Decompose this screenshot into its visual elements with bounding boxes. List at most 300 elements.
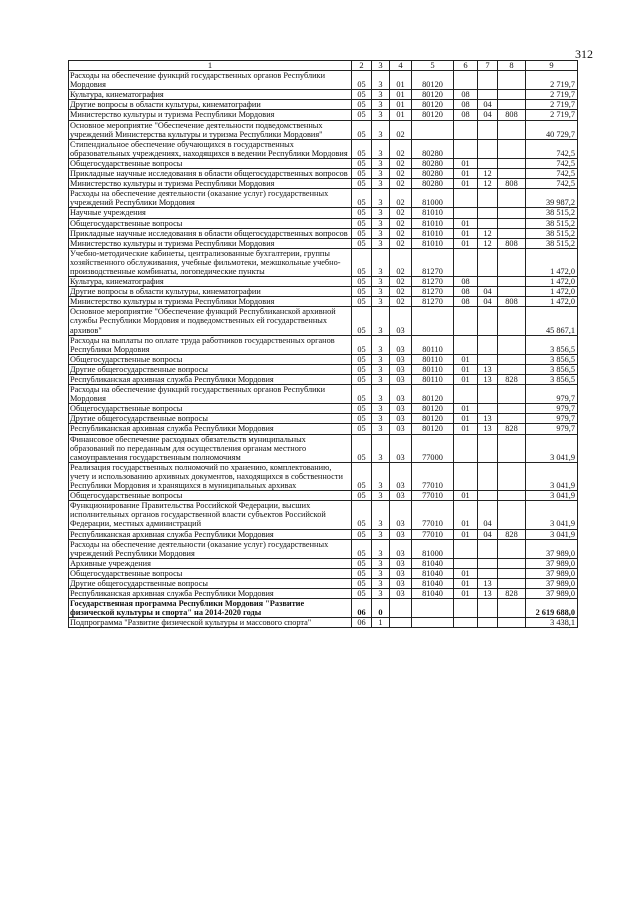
amount: 1 472,0	[526, 297, 578, 307]
table-row	[69, 71, 578, 90]
code-ministry: 05	[352, 218, 372, 228]
code-section: 01	[454, 404, 478, 414]
table-row	[69, 385, 578, 404]
code-section: 08	[454, 100, 478, 110]
code-program: 3	[372, 529, 390, 539]
amount: 1 472,0	[526, 287, 578, 297]
code-subprogram: 02	[390, 297, 412, 307]
code-direction: 81010	[412, 218, 454, 228]
code-direction: 80280	[412, 158, 454, 168]
table-row	[69, 208, 578, 218]
code-section: 08	[454, 297, 478, 307]
amount: 2 719,7	[526, 71, 578, 90]
code-subsection	[478, 599, 498, 618]
code-program: 3	[372, 90, 390, 100]
code-subprogram	[390, 618, 412, 628]
code-ministry-dept	[498, 491, 526, 501]
code-program: 3	[372, 589, 390, 599]
code-subsection: 12	[478, 238, 498, 248]
table-row	[69, 558, 578, 568]
item-name: Прикладные научные исследования в области общегосударственных вопросов	[69, 228, 352, 238]
table-row	[69, 434, 578, 462]
code-ministry-dept	[498, 335, 526, 354]
code-direction: 80120	[412, 404, 454, 414]
item-name: Общегосударственные вопросы	[69, 158, 352, 168]
code-subsection: 13	[478, 364, 498, 374]
code-ministry: 06	[352, 599, 372, 618]
code-direction: 80110	[412, 364, 454, 374]
item-name: Министерство культуры и туризма Республики Мордовия	[69, 110, 352, 120]
amount: 38 515,2	[526, 218, 578, 228]
item-name: Другие вопросы в области культуры, кинематографии	[69, 287, 352, 297]
code-ministry-dept	[498, 307, 526, 335]
code-ministry-dept	[498, 169, 526, 179]
amount: 37 989,0	[526, 558, 578, 568]
header-cell: 6	[454, 61, 478, 71]
code-section: 01	[454, 354, 478, 364]
code-subsection	[478, 139, 498, 158]
header-cell: 7	[478, 61, 498, 71]
code-ministry-dept: 828	[498, 424, 526, 434]
table-row	[69, 218, 578, 228]
code-program: 3	[372, 434, 390, 462]
table-row	[69, 189, 578, 208]
table-row	[69, 307, 578, 335]
code-program: 3	[372, 364, 390, 374]
item-name: Общегосударственные вопросы	[69, 354, 352, 364]
code-section	[454, 558, 478, 568]
code-program: 3	[372, 354, 390, 364]
code-ministry-dept	[498, 364, 526, 374]
code-subsection	[478, 189, 498, 208]
code-subsection	[478, 335, 498, 354]
code-program: 3	[372, 501, 390, 529]
code-ministry: 05	[352, 424, 372, 434]
code-ministry-dept: 828	[498, 529, 526, 539]
item-name: Другие общегосударственные вопросы	[69, 364, 352, 374]
code-subsection	[478, 618, 498, 628]
table-row	[69, 120, 578, 139]
code-ministry-dept	[498, 462, 526, 490]
code-subprogram: 03	[390, 375, 412, 385]
code-ministry-dept: 808	[498, 110, 526, 120]
table-row	[69, 529, 578, 539]
code-program: 3	[372, 110, 390, 120]
code-subprogram: 02	[390, 189, 412, 208]
code-ministry-dept	[498, 501, 526, 529]
item-name: Прикладные научные исследования в области общегосударственных вопросов	[69, 169, 352, 179]
code-subprogram: 03	[390, 434, 412, 462]
amount: 37 989,0	[526, 539, 578, 558]
code-direction: 80120	[412, 385, 454, 404]
code-ministry-dept: 828	[498, 375, 526, 385]
code-section	[454, 618, 478, 628]
code-section: 01	[454, 491, 478, 501]
code-ministry: 05	[352, 414, 372, 424]
code-subprogram: 02	[390, 139, 412, 158]
amount: 742,5	[526, 179, 578, 189]
code-subprogram: 01	[390, 110, 412, 120]
code-direction: 80120	[412, 71, 454, 90]
amount: 3 041,9	[526, 491, 578, 501]
amount: 3 041,9	[526, 501, 578, 529]
code-section	[454, 208, 478, 218]
amount: 37 989,0	[526, 589, 578, 599]
code-subsection	[478, 120, 498, 139]
amount: 742,5	[526, 169, 578, 179]
code-subprogram: 02	[390, 158, 412, 168]
header-cell: 5	[412, 61, 454, 71]
amount: 45 867,1	[526, 307, 578, 335]
amount: 2 619 688,0	[526, 599, 578, 618]
code-subprogram: 02	[390, 277, 412, 287]
code-subsection: 04	[478, 297, 498, 307]
code-ministry-dept	[498, 228, 526, 238]
code-subsection: 04	[478, 100, 498, 110]
amount: 3 856,5	[526, 375, 578, 385]
amount: 3 041,9	[526, 434, 578, 462]
code-subsection	[478, 404, 498, 414]
table-row	[69, 287, 578, 297]
code-ministry: 05	[352, 139, 372, 158]
code-ministry-dept: 828	[498, 589, 526, 599]
code-ministry: 05	[352, 120, 372, 139]
code-program: 3	[372, 297, 390, 307]
code-subsection	[478, 434, 498, 462]
code-direction: 81040	[412, 568, 454, 578]
code-subprogram: 03	[390, 414, 412, 424]
item-name: Подпрограмма "Развитие физической культуры и массового спорта"	[69, 618, 352, 628]
code-subsection	[478, 539, 498, 558]
code-program: 3	[372, 287, 390, 297]
page-number: 312	[575, 47, 593, 61]
table-row	[69, 100, 578, 110]
code-subprogram: 03	[390, 539, 412, 558]
code-subsection	[478, 491, 498, 501]
item-name: Основное мероприятие "Обеспечение деятельности подведомственных учреждений Министерства культуры и туризма Республики Мордовия"	[69, 120, 352, 139]
code-ministry-dept	[498, 558, 526, 568]
code-section: 01	[454, 501, 478, 529]
code-ministry: 05	[352, 434, 372, 462]
header-cell: 8	[498, 61, 526, 71]
amount: 3 856,5	[526, 364, 578, 374]
table-row	[69, 364, 578, 374]
code-section	[454, 385, 478, 404]
code-subsection: 13	[478, 578, 498, 588]
code-ministry: 06	[352, 618, 372, 628]
code-direction: 81010	[412, 238, 454, 248]
item-name: Культура, кинематография	[69, 90, 352, 100]
item-name: Культура, кинематография	[69, 277, 352, 287]
code-ministry-dept	[498, 139, 526, 158]
code-subprogram: 02	[390, 120, 412, 139]
code-program: 3	[372, 414, 390, 424]
amount: 742,5	[526, 158, 578, 168]
code-ministry: 05	[352, 404, 372, 414]
code-subprogram: 03	[390, 589, 412, 599]
code-ministry: 05	[352, 277, 372, 287]
code-program: 3	[372, 120, 390, 139]
code-ministry: 05	[352, 335, 372, 354]
code-direction: 77010	[412, 462, 454, 490]
code-direction: 80280	[412, 139, 454, 158]
amount: 2 719,7	[526, 100, 578, 110]
code-program: 3	[372, 277, 390, 287]
amount: 37 989,0	[526, 578, 578, 588]
code-ministry-dept	[498, 189, 526, 208]
code-section: 01	[454, 529, 478, 539]
code-subsection: 04	[478, 501, 498, 529]
code-section	[454, 248, 478, 276]
code-ministry: 05	[352, 491, 372, 501]
code-direction: 77000	[412, 434, 454, 462]
item-name: Общегосударственные вопросы	[69, 568, 352, 578]
code-direction	[412, 120, 454, 139]
code-subprogram: 02	[390, 228, 412, 238]
code-subsection	[478, 158, 498, 168]
code-subprogram: 03	[390, 354, 412, 364]
item-name: Функционирование Правительства Российской Федерации, высших исполнительных органов государственной власти субъектов Российской Федерации, местных администраций	[69, 501, 352, 529]
table-row	[69, 501, 578, 529]
code-ministry-dept	[498, 208, 526, 218]
code-ministry-dept	[498, 434, 526, 462]
header-cell: 4	[390, 61, 412, 71]
amount: 3 041,9	[526, 462, 578, 490]
code-section: 01	[454, 158, 478, 168]
code-ministry: 05	[352, 462, 372, 490]
code-subsection: 12	[478, 169, 498, 179]
table-row	[69, 462, 578, 490]
code-section: 01	[454, 238, 478, 248]
code-direction	[412, 307, 454, 335]
code-direction: 80280	[412, 179, 454, 189]
amount: 3 856,5	[526, 354, 578, 364]
table-row	[69, 424, 578, 434]
code-subsection: 13	[478, 589, 498, 599]
code-subsection: 12	[478, 228, 498, 238]
code-direction: 77010	[412, 491, 454, 501]
code-direction: 81040	[412, 589, 454, 599]
code-program: 3	[372, 208, 390, 218]
code-section: 01	[454, 364, 478, 374]
code-ministry-dept	[498, 599, 526, 618]
code-program: 3	[372, 539, 390, 558]
header-cell: 1	[69, 61, 352, 71]
header-cell: 9	[526, 61, 578, 71]
code-program: 3	[372, 71, 390, 90]
table-row	[69, 169, 578, 179]
amount: 38 515,2	[526, 208, 578, 218]
code-ministry: 05	[352, 539, 372, 558]
code-program: 3	[372, 218, 390, 228]
code-program: 3	[372, 179, 390, 189]
code-ministry-dept	[498, 618, 526, 628]
code-subprogram: 01	[390, 100, 412, 110]
code-subprogram: 03	[390, 462, 412, 490]
code-subsection: 04	[478, 529, 498, 539]
amount: 3 438,1	[526, 618, 578, 628]
code-subsection: 13	[478, 375, 498, 385]
item-name: Финансовое обеспечение расходных обязательств муниципальных образований по переданным для осуществления органам местного самоуправления государственным полномочиям	[69, 434, 352, 462]
table-row	[69, 578, 578, 588]
code-ministry: 05	[352, 179, 372, 189]
code-program: 3	[372, 491, 390, 501]
item-name: Стипендиальное обеспечение обучающихся в государственных образовательных учреждениях, находящихся в ведении Республики Мордовия	[69, 139, 352, 158]
code-section	[454, 599, 478, 618]
code-ministry-dept	[498, 414, 526, 424]
table-row	[69, 568, 578, 578]
code-direction: 81000	[412, 539, 454, 558]
code-direction: 80110	[412, 375, 454, 385]
code-subprogram: 03	[390, 385, 412, 404]
code-section	[454, 462, 478, 490]
code-program: 3	[372, 238, 390, 248]
code-ministry: 05	[352, 169, 372, 179]
code-program: 3	[372, 568, 390, 578]
code-ministry-dept	[498, 248, 526, 276]
table-row	[69, 335, 578, 354]
table-row	[69, 539, 578, 558]
code-ministry-dept	[498, 385, 526, 404]
code-section: 01	[454, 424, 478, 434]
code-ministry-dept	[498, 158, 526, 168]
code-subsection	[478, 568, 498, 578]
table-row	[69, 354, 578, 364]
code-ministry-dept	[498, 539, 526, 558]
code-ministry-dept	[498, 277, 526, 287]
code-program: 3	[372, 169, 390, 179]
code-subprogram: 03	[390, 424, 412, 434]
table-row	[69, 414, 578, 424]
code-subsection	[478, 218, 498, 228]
code-direction: 77010	[412, 501, 454, 529]
code-program: 1	[372, 618, 390, 628]
code-section	[454, 71, 478, 90]
code-ministry: 05	[352, 287, 372, 297]
code-program: 3	[372, 424, 390, 434]
item-name: Общегосударственные вопросы	[69, 218, 352, 228]
code-direction: 80120	[412, 424, 454, 434]
code-subprogram: 03	[390, 568, 412, 578]
code-subsection	[478, 462, 498, 490]
code-section: 01	[454, 578, 478, 588]
code-program: 3	[372, 139, 390, 158]
code-section	[454, 539, 478, 558]
code-ministry: 05	[352, 558, 372, 568]
code-ministry: 05	[352, 228, 372, 238]
amount: 742,5	[526, 139, 578, 158]
code-program: 3	[372, 189, 390, 208]
code-program: 3	[372, 248, 390, 276]
code-direction: 77010	[412, 529, 454, 539]
code-section	[454, 139, 478, 158]
code-program: 3	[372, 375, 390, 385]
code-subsection	[478, 277, 498, 287]
code-subprogram: 02	[390, 208, 412, 218]
code-subprogram: 03	[390, 529, 412, 539]
code-ministry-dept: 808	[498, 297, 526, 307]
table-row	[69, 297, 578, 307]
table-row	[69, 228, 578, 238]
code-subprogram: 01	[390, 90, 412, 100]
table-row	[69, 277, 578, 287]
code-subsection: 04	[478, 110, 498, 120]
code-direction: 81040	[412, 578, 454, 588]
code-program: 3	[372, 335, 390, 354]
code-subsection	[478, 208, 498, 218]
code-section: 08	[454, 90, 478, 100]
item-name: Общегосударственные вопросы	[69, 491, 352, 501]
code-section: 01	[454, 375, 478, 385]
code-ministry: 05	[352, 375, 372, 385]
code-section: 01	[454, 218, 478, 228]
item-name: Архивные учреждения	[69, 558, 352, 568]
table-row	[69, 238, 578, 248]
table-row	[69, 179, 578, 189]
item-name: Другие общегосударственные вопросы	[69, 578, 352, 588]
amount: 2 719,7	[526, 110, 578, 120]
code-direction: 80120	[412, 414, 454, 424]
code-ministry-dept	[498, 71, 526, 90]
amount: 38 515,2	[526, 238, 578, 248]
code-ministry: 05	[352, 208, 372, 218]
code-subprogram: 03	[390, 578, 412, 588]
item-name: Основное мероприятие "Обеспечение функций Республиканской архивной службы Республики Мордовия и подведомственных ей государственных архивов"	[69, 307, 352, 335]
code-section: 01	[454, 589, 478, 599]
table-row	[69, 599, 578, 618]
item-name: Расходы на обеспечение деятельности (оказание услуг) государственных учреждений Республики Мордовия	[69, 189, 352, 208]
item-name: Расходы на выплаты по оплате труда работников государственных органов Республики Мордовия	[69, 335, 352, 354]
code-ministry-dept	[498, 568, 526, 578]
code-ministry: 05	[352, 568, 372, 578]
header-cell: 2	[352, 61, 372, 71]
code-section: 08	[454, 287, 478, 297]
code-ministry-dept	[498, 120, 526, 139]
amount: 1 472,0	[526, 248, 578, 276]
amount: 38 515,2	[526, 228, 578, 238]
code-program: 3	[372, 158, 390, 168]
code-subsection	[478, 90, 498, 100]
code-subsection: 12	[478, 179, 498, 189]
code-direction: 80280	[412, 169, 454, 179]
code-ministry: 05	[352, 385, 372, 404]
code-section: 01	[454, 179, 478, 189]
item-name: Республиканская архивная служба Республики Мордовия	[69, 589, 352, 599]
item-name: Общегосударственные вопросы	[69, 404, 352, 414]
code-ministry: 05	[352, 90, 372, 100]
code-ministry: 05	[352, 158, 372, 168]
table-row	[69, 491, 578, 501]
code-ministry-dept	[498, 100, 526, 110]
amount: 39 987,2	[526, 189, 578, 208]
code-section	[454, 335, 478, 354]
code-subsection: 04	[478, 287, 498, 297]
table-row	[69, 110, 578, 120]
code-ministry: 05	[352, 297, 372, 307]
code-direction	[412, 599, 454, 618]
code-ministry: 05	[352, 71, 372, 90]
code-subprogram: 02	[390, 179, 412, 189]
item-name: Республиканская архивная служба Республики Мордовия	[69, 424, 352, 434]
code-program: 3	[372, 385, 390, 404]
code-direction: 81010	[412, 208, 454, 218]
table-row	[69, 90, 578, 100]
code-ministry: 05	[352, 189, 372, 208]
code-ministry-dept	[498, 90, 526, 100]
code-section: 01	[454, 169, 478, 179]
code-subsection: 13	[478, 424, 498, 434]
code-subprogram: 02	[390, 218, 412, 228]
